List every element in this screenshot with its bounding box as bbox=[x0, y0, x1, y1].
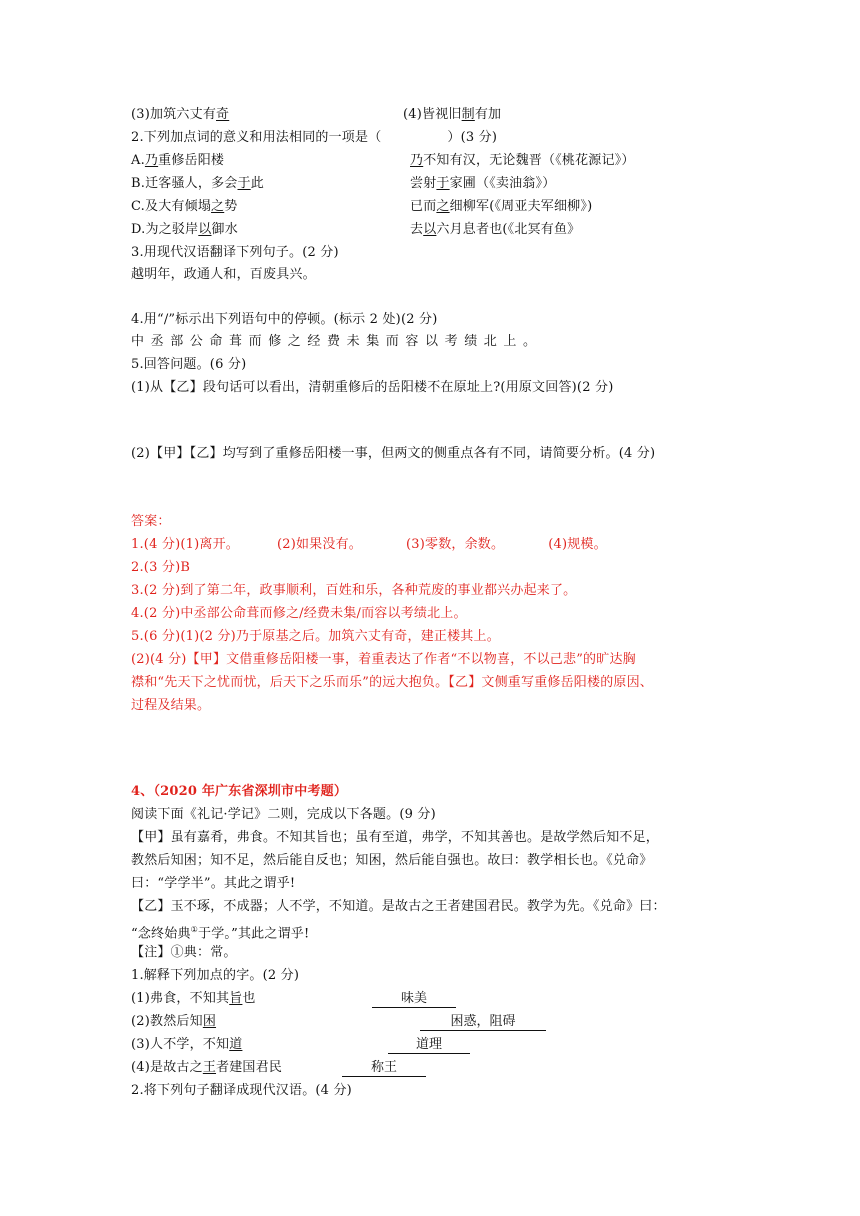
answer-1-part-4: (4)规模。 bbox=[548, 537, 607, 552]
sec4-q1-item-3 bbox=[131, 1036, 242, 1053]
answer-5: 5.(6 分)(1)(2 分)乃于原基之后。加筑六丈有奇，建正楼其上。 bbox=[131, 629, 500, 644]
q1-item-4 bbox=[403, 106, 501, 123]
q5-sub2: (2)【甲】【乙】均写到了重修岳阳楼一事，但两文的侧重点各有不同，请简要分析。(4 分) bbox=[131, 446, 656, 461]
answer-3: 3.(2 分)到了第二年，政事顺利，百姓和乐，各种荒废的事业都兴办起来了。 bbox=[131, 583, 577, 598]
sec4-q1-item-2 bbox=[131, 1013, 216, 1030]
q4-sentence: 中丞部公命葺而修之经费未集而容以考绩北上。 bbox=[131, 334, 543, 349]
answer-1-part-1: 1.(4 分)(1)离开。 bbox=[131, 537, 239, 552]
option-c-right: 已而 bbox=[410, 199, 437, 214]
option-a-right: 不知有汉，无论魏晋（《桃花源记》） bbox=[423, 153, 635, 168]
option-d-right-post: 六月息者也(《北冥有鱼》 bbox=[436, 222, 581, 237]
passage-yi-line-2a: “念终始典 bbox=[131, 926, 191, 942]
passage-jia-line-2: 教然后知困；知不足，然后能自反也；知困，然后能自强也。故曰：教学相长也。《兑命》 bbox=[131, 853, 653, 868]
passage-jia-line-3: 曰：“学学半”。其此之谓乎! bbox=[131, 876, 296, 891]
item-1-answer: 味美 bbox=[372, 990, 456, 1008]
q4-stem: 4.用“/”标示出下列语句中的停顿。(标示 2 处)(2 分) bbox=[131, 312, 438, 327]
dotted-word: 于 bbox=[436, 176, 450, 191]
option-a-left: 重修岳阳楼 bbox=[158, 153, 225, 168]
passage-yi-line-2b: 于学。”其此之谓乎! bbox=[198, 926, 310, 942]
dotted-word: 旨 bbox=[229, 991, 243, 1006]
option-d-left: D.为之驳岸 bbox=[131, 222, 199, 237]
answer-4: 4.(2 分)中丞部公命葺而修之/经费未集/而容以考绩北上。 bbox=[131, 606, 467, 621]
dotted-word: 乃 bbox=[144, 153, 159, 168]
q3-sentence: 越明年，政通人和，百废具兴。 bbox=[131, 267, 316, 282]
sec4-q1-stem: 1.解释下列加点的字。(2 分) bbox=[131, 968, 300, 983]
passage-yi-line-2 bbox=[131, 921, 309, 942]
sec4-q1-item-1 bbox=[131, 990, 256, 1007]
section-4-source: （2020 年广东省深圳市中考题） bbox=[153, 784, 348, 799]
option-c-left: C.及大有倾塌 bbox=[131, 199, 212, 214]
q1-item-4-text: (4)皆视旧 bbox=[403, 107, 462, 122]
option-b-left: B.迁客骚人，多会 bbox=[131, 176, 238, 191]
dotted-word: 王 bbox=[202, 1060, 217, 1075]
q2-stem-b: ）(3 分) bbox=[447, 130, 498, 145]
q5-stem: 5.回答问题。(6 分) bbox=[131, 357, 247, 372]
passage-yi-line-1: 【乙】玉不琢，不成器；人不学，不知道。是故古之王者建国君民。教学为先。《兑命》曰： bbox=[131, 899, 666, 914]
answer-2: 2.(3 分)B bbox=[131, 560, 191, 575]
item-4-answer: 称王 bbox=[342, 1059, 426, 1077]
q1-item-4-post: 有加 bbox=[474, 107, 502, 122]
option-d-right: 去 bbox=[410, 222, 424, 237]
option-c-right-post: 细柳军(《周亚夫军细柳》) bbox=[449, 199, 593, 214]
dotted-word: 以 bbox=[198, 222, 212, 237]
q2-option-b bbox=[131, 175, 556, 192]
dotted-word: 道 bbox=[229, 1037, 243, 1052]
passage-jia-line-1: 【甲】虽有嘉肴，弗食。不知其旨也；虽有至道，弗学，不知其善也。是故学然后知不足， bbox=[131, 830, 660, 845]
section-4-intro: 阅读下面《礼记·学记》二则，完成以下各题。(9 分) bbox=[131, 807, 436, 822]
q1-item-3-text: (3)加筑六丈有 bbox=[131, 107, 217, 122]
answer-1-part-3: (3)零数，余数。 bbox=[405, 537, 505, 552]
q2-stem-a: 2.下列加点词的意义和用法相同的一项是（ bbox=[131, 130, 382, 145]
dotted-word: 之 bbox=[211, 199, 225, 214]
answer-5b-line-3: 过程及结果。 bbox=[131, 698, 211, 713]
section-4-header bbox=[131, 783, 347, 800]
q2-option-a bbox=[131, 152, 635, 169]
q2-stem bbox=[131, 129, 497, 146]
answer-5b-line-2: 襟和“先天下之忧而忧，后天下之乐而乐”的远大抱负。【乙】文侧重写重修岳阳楼的原因、 bbox=[131, 675, 653, 690]
q2-option-d bbox=[131, 221, 581, 238]
item-2-answer: 困惑，阻碍 bbox=[420, 1013, 546, 1031]
option-d-left-post: 御水 bbox=[211, 222, 238, 237]
section-4-number: 4、 bbox=[131, 784, 154, 799]
item-1-post: 也 bbox=[242, 991, 256, 1006]
option-b-right-post: 家圃（《卖油翁》） bbox=[449, 176, 556, 191]
dotted-word: 之 bbox=[436, 199, 450, 214]
option-a-label: A. bbox=[131, 153, 145, 168]
dotted-word: 于 bbox=[237, 176, 251, 191]
option-b-left-post: 此 bbox=[250, 176, 264, 191]
q1-item-3 bbox=[131, 106, 502, 123]
item-4-text: (4)是故古之 bbox=[131, 1060, 203, 1075]
q5-sub1: (1)从【乙】段句话可以看出，清朝重修后的岳阳楼不在原址上?(用原文回答)(2 分) bbox=[131, 380, 614, 395]
item-3-text: (3)人不学，不知 bbox=[131, 1037, 230, 1052]
dotted-word: 奇 bbox=[216, 107, 230, 122]
sec4-q2-stem: 2.将下列句子翻译成现代汉语。(4 分) bbox=[131, 1083, 352, 1098]
q2-option-c bbox=[131, 198, 593, 215]
answer-5b-line-1: (2)(4 分)【甲】文借重修岳阳楼一事，着重表达了作者“不以物喜，不以己悲”的旷达胸 bbox=[131, 652, 636, 667]
answer-1 bbox=[131, 536, 607, 553]
dotted-word: 以 bbox=[423, 222, 437, 237]
dotted-word: 乃 bbox=[410, 153, 424, 168]
item-2-text: (2)教然后知 bbox=[131, 1014, 203, 1029]
note: 【注】①典：常。 bbox=[131, 945, 237, 960]
option-c-left-post: 势 bbox=[224, 199, 238, 214]
sec4-q1-item-4 bbox=[131, 1059, 282, 1076]
answer-title: 答案： bbox=[131, 514, 171, 529]
item-3-answer: 道理 bbox=[388, 1036, 470, 1054]
answer-1-part-2: (2)如果没有。 bbox=[276, 537, 362, 552]
q3-stem: 3.用现代汉语翻译下列句子。(2 分) bbox=[131, 245, 339, 260]
footnote-marker: ① bbox=[190, 925, 199, 934]
dotted-word: 制 bbox=[461, 107, 475, 122]
item-1-text: (1)弗食，不知其 bbox=[131, 991, 230, 1006]
item-4-post: 者建国君民 bbox=[216, 1060, 283, 1075]
dotted-word: 困 bbox=[202, 1014, 217, 1029]
option-b-right: 尝射 bbox=[410, 176, 437, 191]
